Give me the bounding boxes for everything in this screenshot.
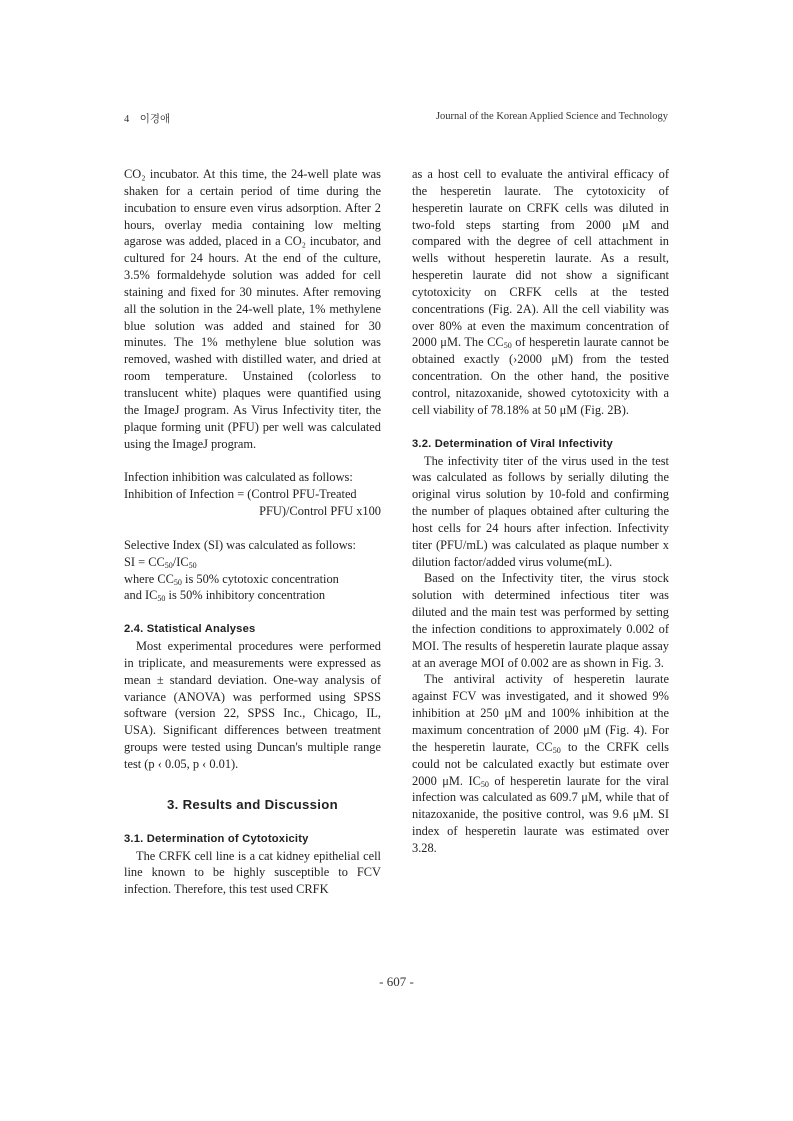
si-eq-text: /IC [172,554,189,569]
right-column [412,166,669,857]
si-intro: Selective Index (SI) was calculated as follows: [124,537,356,552]
spacer [124,520,381,537]
ic50-definition [124,587,381,604]
header-journal-title: Journal of the Korean Applied Science and Technology [435,111,668,122]
body-sub: 50 [480,779,489,789]
spacer [412,419,669,436]
inhibition-formula-line2: PFU)/Control PFU x100 [259,504,381,519]
running-header [124,111,668,127]
def-text: is 50% cytotoxic concentration [181,571,339,586]
si-eq-sub: 50 [164,560,173,570]
section-title-3: 3. Results and Discussion [167,796,338,812]
body-text: to the CRFK cells could not be calculated exactly but estimate over 2000 μM. IC [412,739,669,788]
infectivity-paragraph: The infectivity titer of the virus used in the test was calculated as follows by serially diluting the original virus solution by 10-fold and confirming the number of plaques obtained after culturing the host cells for 24 hours after infection. Infectivity titer (PFU/mL) was calculated as plaque number x dilution factor/added virus volume(mL). [412,453,669,569]
methods-paragraph: CO₂ incubator. At this time, the 24-well plate was shaken for a certain period of time during the incubation to ensure even virus adsorption. After 2 hours, overlay media containing low melting agarose was added, placed in a CO₂ incubator, and cultured for 24 hours. At the end of the culture, 3.5% formaldehyde solution was added for cell staining and fixed for 30 minutes. After removing all the solution in the 24-well plate, 1% methylene blue solution was added and stained for 30 minutes. The 1% methylene blue solution was removed, washed with distilled water, and dried at room temperature. Unstained (colorless to translucent white) plaques were quantified using the ImageJ program. As Virus Infectivity titer, the plaque forming unit (PFU) per well was calculated using the ImageJ program. [124,167,381,451]
inhibition-intro: Infection inhibition was calculated as follows: [124,470,353,485]
body-sub: 50 [503,341,512,351]
left-column [124,166,381,898]
body-text: as a host cell to evaluate the antiviral efficacy of the hesperetin laurate. The cytotoxicity of hesperetin laurate on CRFK cells was diluted in two-fold steps starting from 2000 μM and compared with the degree of cell attachment in wells without hesperetin laurate. As a result, hesperetin laurate did not show a significant cytotoxicity on CRFK cells at the tested concentrations (Fig. 2A). All the cell viability was over 80% at even the maximum concentration of 2000 μM. The CC [412,167,669,350]
spacer [124,452,381,469]
section-heading-2-4: 2.4. Statistical Analyses [124,623,256,636]
section-heading-3-2: 3.2. Determination of Viral Infectivity [412,437,613,450]
body-text: of hesperetin laurate cannot be obtained exactly (›2000 μM) from the tested concentration. On the other hand, the positive control, nitazoxanide, showed cytotoxicity with a cell viability of 78.18% at 50 μM (Fig. 2B). [412,335,670,417]
cytotoxicity-result-paragraph [412,166,669,419]
header-left [124,111,170,126]
body-text: The antiviral activity of hesperetin laurate against FCV was investigated, and it showed 9% inhibition at 250 μM and 100% inhibition at the maximum concentration of 2000 μM (Fig. 4). For the hesperetin laurate, CC [412,672,669,754]
moi-paragraph: Based on the Infectivity titer, the virus stock solution with determined infectious titer was diluted and the main test was performed by setting the infection conditions to approximately 0.002 of MOI. The results of hesperetin laurate plaque assay at an average MOI of 0.002 are as shown in Fig. 3. [412,571,669,670]
cytotoxicity-paragraph: The CRFK cell line is a cat kidney epithelial cell line known to be highly susceptible to FCV infection. Therefore, this test used CRFK [124,848,381,897]
si-eq-text: SI = CC [124,554,165,569]
header-page-number: 4 [124,114,130,125]
body-sub: 50 [552,745,561,755]
def-sub: 50 [157,594,166,604]
inhibition-formula-line1: Inhibition of Infection = (Control PFU-Treated [124,487,357,502]
page-footer-number: - 607 - [379,974,414,989]
def-sub: 50 [173,577,182,587]
spacer [124,604,381,621]
def-text: where CC [124,571,174,586]
spacer [124,814,381,831]
cc50-definition [124,571,381,588]
section-heading-3-1: 3.1. Determination of Cytotoxicity [124,832,309,845]
statistics-paragraph: Most experimental procedures were performed in triplicate, and measurements were expressed as mean ± standard deviation. One-way analysis of variance (ANOVA) was performed using SPSS software (version 22, SPSS Inc., Chicago, IL, USA). Significant differences between treatment groups were tested using Duncan's multiple range test (p ‹ 0.05, p ‹ 0.01). [124,639,381,771]
def-text: and IC [124,588,158,603]
body-text: of hesperetin laurate for the viral infection was calculated as 609.7 μM, while that of nitazoxanide, the positive control, was 9.6 μM. SI index of hesperetin laurate was estimated over 3.28. [412,773,669,855]
si-eq-sub: 50 [188,560,197,570]
si-equation [124,554,381,571]
header-author: 이경애 [139,114,171,125]
antiviral-paragraph [412,671,669,856]
def-text: is 50% inhibitory concentration [165,588,326,603]
spacer [124,773,381,797]
